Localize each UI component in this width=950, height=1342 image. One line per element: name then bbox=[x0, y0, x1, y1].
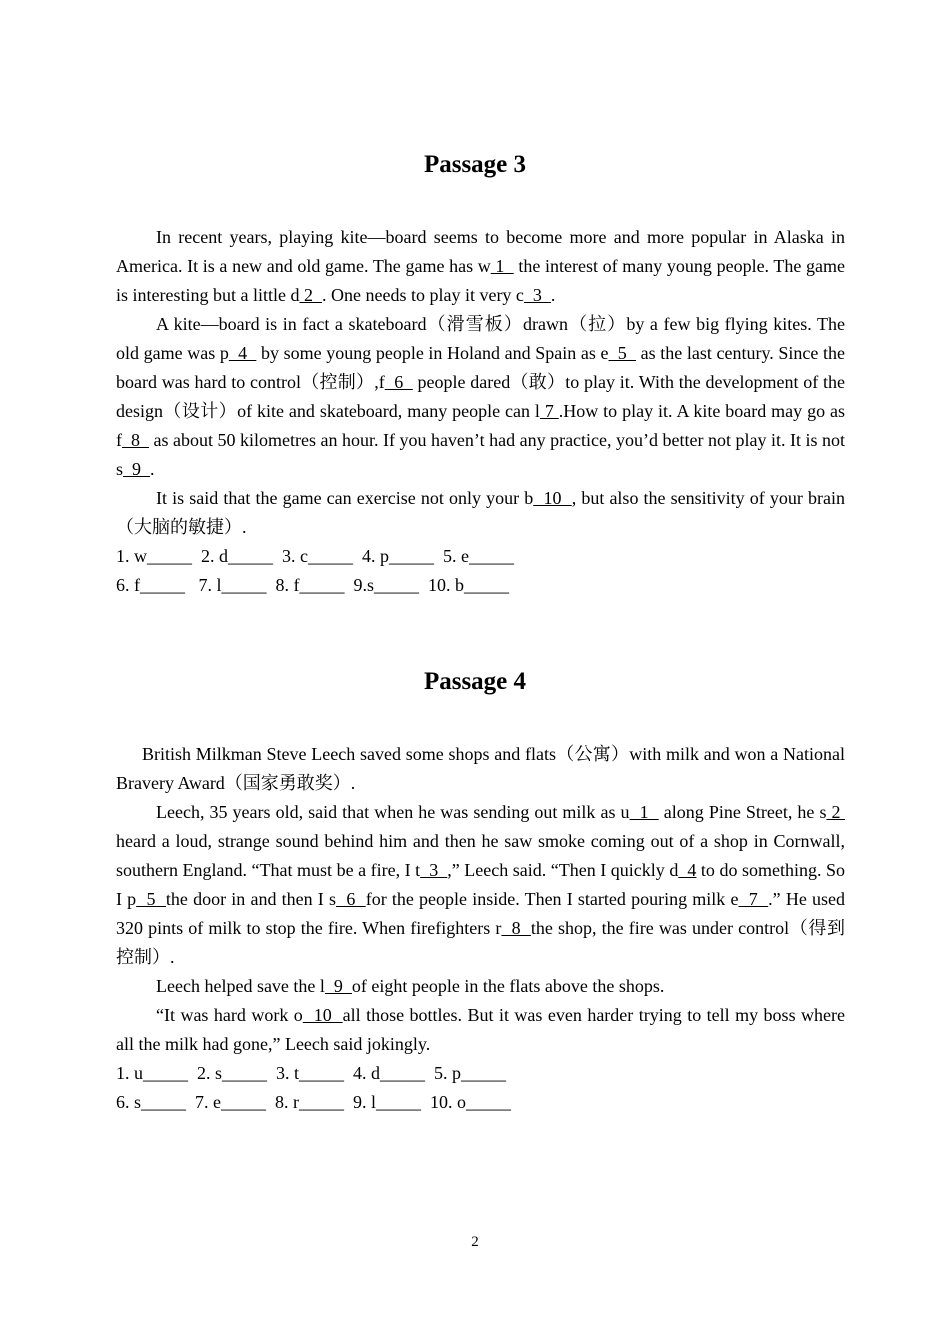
blank-1: 1 bbox=[490, 256, 514, 276]
passage-4-answer-line-2: 6. s_____ 7. e_____ 8. r_____ 9. l_____ 10. o_____ bbox=[116, 1092, 511, 1112]
passage-4-paragraph-4: “It was hard work o 10 all those bottles. But it was even harder trying to tell my boss where all the milk had gone,” Leech said jokingly. bbox=[116, 1005, 846, 1054]
blank-9: 9 bbox=[324, 976, 352, 996]
passage-3-title: Passage 3 bbox=[423, 151, 527, 178]
passage-3-answer-line-1: 1. w_____ 2. d_____ 3. c_____ 4. p_____ 5. e_____ bbox=[116, 546, 514, 566]
blank-7: 7 bbox=[738, 889, 769, 909]
blank-6: 6 bbox=[384, 372, 413, 392]
blank-8: 8 bbox=[122, 430, 149, 450]
passage-4-paragraph-2: Leech, 35 years old, said that when he was sending out milk as u 1 along Pine Street, he s 2 heard a loud, strange sound behind him and then he saw smoke coming out of a shop in Cornwall, southern England. “That must be a fire, I t 3 ,” Leech said. “Then I quickly d 4 to do something. So I p 5 the door in and then I s 6 for the people inside. Then I started pouring milk e 7 .” He used 320 pints of milk to stop the fire. When firefighters r 8 the shop, the fire was under control（得到控制）. bbox=[116, 802, 846, 967]
passage-4-paragraph-1: British Milkman Steve Leech saved some shops and flats（公寓）with milk and won a National Bravery Award（国家勇敢奖）. bbox=[116, 744, 845, 793]
blank-9: 9 bbox=[123, 459, 151, 479]
blank-3: 3 bbox=[523, 285, 551, 305]
page-number: 2 bbox=[471, 1234, 479, 1250]
passage-4-answer-line-1: 1. u_____ 2. s_____ 3. t_____ 4. d_____ 5. p_____ bbox=[116, 1063, 507, 1083]
blank-5: 5 bbox=[608, 343, 637, 363]
passage-3-answer-line-2: 6. f_____ 7. l_____ 8. f_____ 9.s_____ 10. b_____ bbox=[116, 575, 509, 595]
passage-3-paragraph-3: It is said that the game can exercise not only your b 10 , but also the sensitivity of your brain（大脑的敏捷）. bbox=[116, 488, 846, 537]
passage-4-paragraph-3: Leech helped save the l 9 of eight people in the flats above the shops. bbox=[156, 976, 665, 996]
passage-4-title: Passage 4 bbox=[423, 668, 527, 695]
blank-2: 2 bbox=[299, 285, 322, 305]
blank-10: 10 bbox=[533, 488, 572, 508]
passage-3-paragraph-1: In recent years, playing kite—board seems to become more and more popular in Alaska in America. It is a new and old game. The game has w 1 the interest of many young people. The game is interesting but a little d 2 . One needs to play it very c 3 . bbox=[116, 227, 846, 305]
passage-3-body bbox=[116, 223, 845, 600]
blank-4: 4 bbox=[228, 343, 257, 363]
blank-1: 1 bbox=[629, 802, 659, 822]
blank-7: 7 bbox=[539, 401, 559, 421]
blank-6: 6 bbox=[335, 889, 366, 909]
blank-10: 10 bbox=[302, 1005, 343, 1025]
blank-5: 5 bbox=[136, 889, 166, 909]
blank-8: 8 bbox=[501, 918, 531, 938]
passage-3-paragraph-2: A kite—board is in fact a skateboard（滑雪板）drawn（拉）by a few big flying kites. The old game was p 4 by some young people in Holand and Spain as e 5 as the last century. Since the board was hard to control（控制）,f 6 people dared（敢）to play it. With the development of the design（设计）of kite and skateboard, many people can l 7 .How to play it. A kite board may go as f 8 as about 50 kilometres an hour. If you haven’t had any practice, you’d better not play it. It is not s 9 . bbox=[116, 314, 846, 479]
passage-4-body bbox=[116, 740, 845, 1117]
blank-3: 3 bbox=[420, 860, 448, 880]
blank-2: 2 bbox=[826, 802, 846, 822]
blank-4: 4 bbox=[678, 860, 697, 880]
